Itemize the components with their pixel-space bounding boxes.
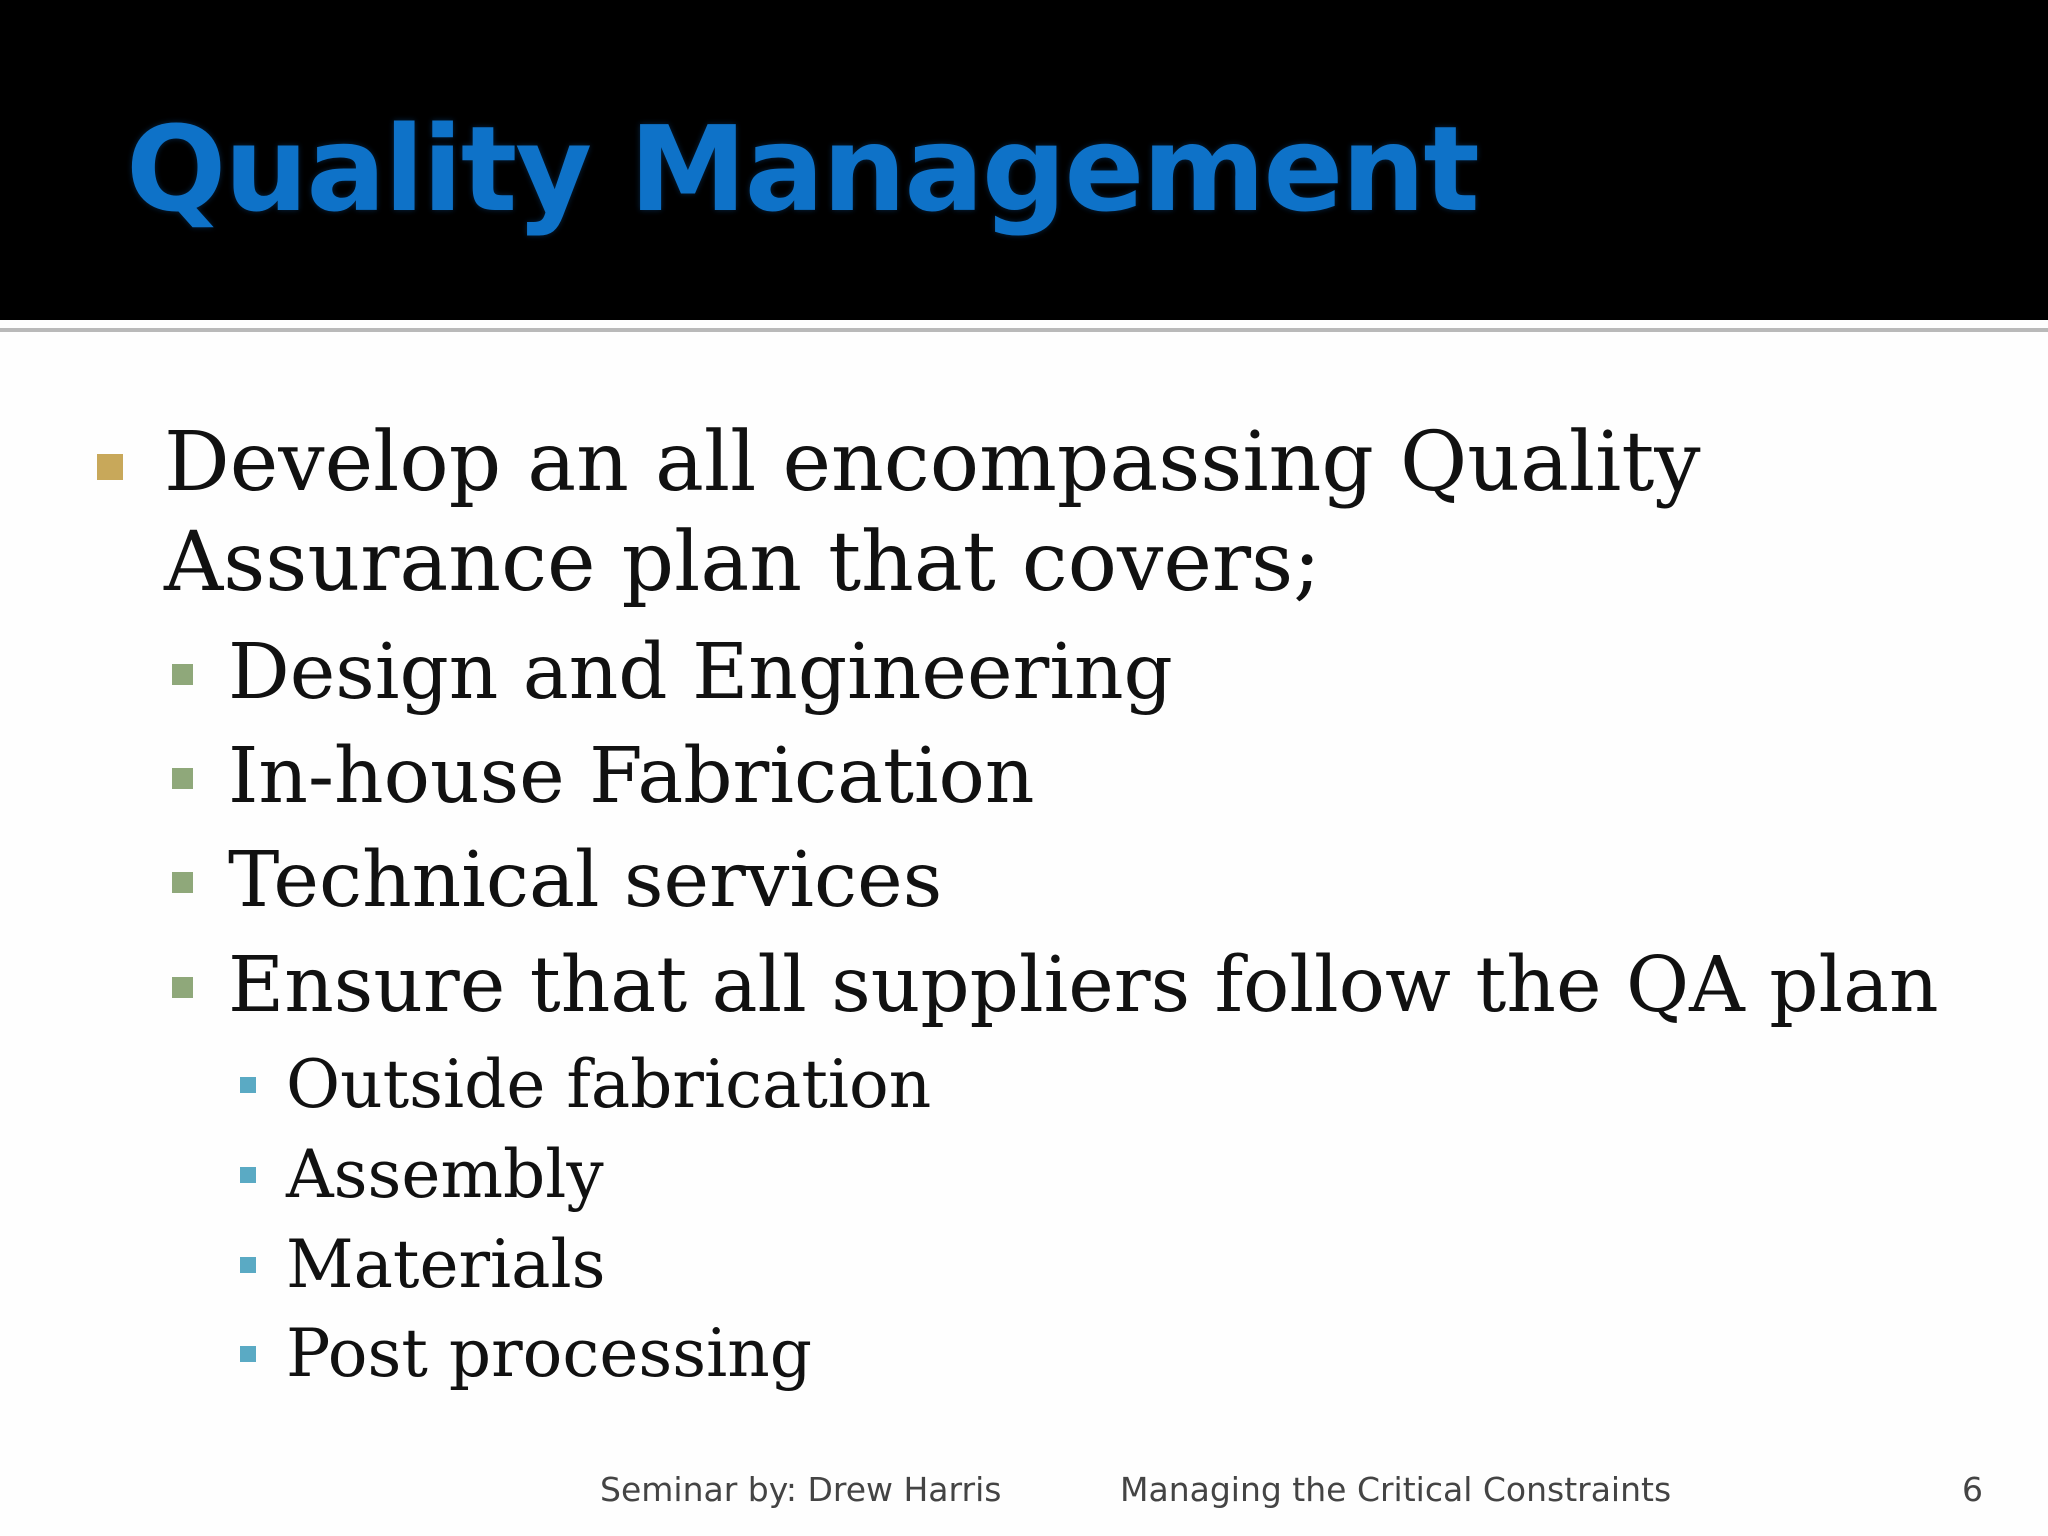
bullet-level3-item: Materials xyxy=(286,1226,606,1303)
bullet-level2-item: In-house Fabrication xyxy=(228,732,1035,821)
bullet-marker-green-icon xyxy=(172,977,193,998)
bullet-marker-green-icon xyxy=(172,768,193,789)
bullet-marker-gold-icon xyxy=(97,454,123,480)
bullet-level3-item: Outside fabrication xyxy=(286,1046,932,1123)
bullet-marker-blue-icon xyxy=(240,1077,256,1093)
bullet-level1-line1: Develop an all encompassing Quality xyxy=(164,415,1701,510)
slide-title: Quality Management xyxy=(126,100,1478,238)
footer-page-number: 6 xyxy=(1962,1470,1983,1509)
bullet-marker-green-icon xyxy=(172,664,193,685)
bullet-level3-item: Assembly xyxy=(286,1136,604,1213)
bullet-marker-green-icon xyxy=(172,872,193,893)
bullet-marker-blue-icon xyxy=(240,1257,256,1273)
footer-presenter: Seminar by: Drew Harris xyxy=(600,1470,1002,1509)
bullet-level1-line2: Assurance plan that covers; xyxy=(164,515,1321,610)
bullet-marker-blue-icon xyxy=(240,1167,256,1183)
bullet-level2-item: Ensure that all suppliers follow the QA plan xyxy=(228,941,1939,1030)
bullet-level2-item: Design and Engineering xyxy=(228,628,1173,717)
bullet-marker-blue-icon xyxy=(240,1346,256,1362)
bullet-level3-item: Post processing xyxy=(286,1315,813,1392)
bullet-level2-item: Technical services xyxy=(228,836,943,925)
footer-topic: Managing the Critical Constraints xyxy=(1120,1470,1672,1509)
